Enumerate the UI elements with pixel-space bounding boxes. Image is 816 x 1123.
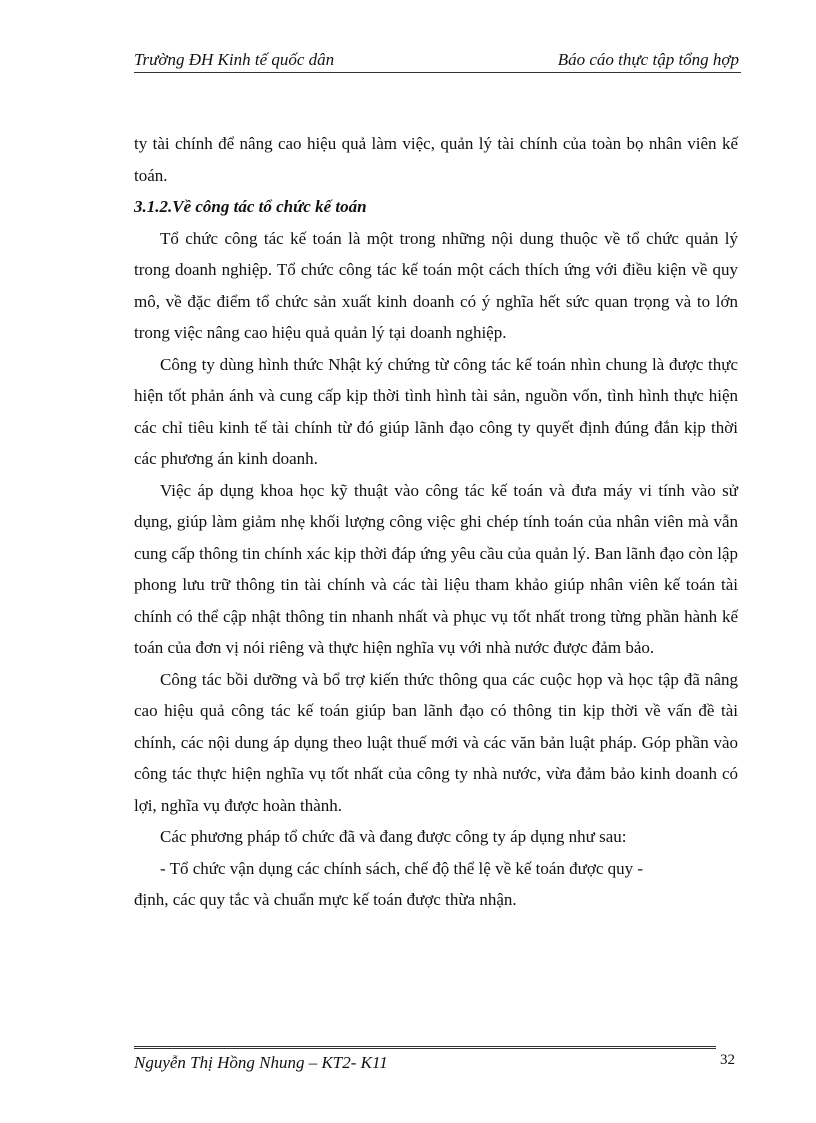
page-header [134,44,741,73]
header-university: Trường ĐH Kinh tế quốc dân [134,50,335,69]
page-body [134,128,738,916]
footer-author: Nguyễn Thị Hồng Nhung – KT2- K11 [134,1053,388,1072]
paragraph: Công tác bồi dưỡng và bổ trợ kiến thức thông qua các cuộc họp và học tập đã nâng cao hiệu quả công tác kế toán giúp ban lãnh đạo có thông tin kịp thời về vấn đề tài chính, các nội dung áp dụng theo luật thuế mới và các văn bản luật pháp. Góp phần vào công tác thực hiện nghĩa vụ tốt nhất của công ty nhà nước, vừa đảm bảo kinh doanh có lợi, nghĩa vụ được hoàn thành. [134,669,738,815]
bullet-item: - Tổ chức vận dụng các chính sách, chế độ thể lệ về kế toán được quy - [160,858,644,878]
section-heading: 3.1.2.Về công tác tổ chức kế toán [134,197,367,216]
footer-divider [134,1046,716,1049]
bullet-item-continuation: định, các quy tắc và chuẩn mực kế toán được thừa nhận. [134,890,517,909]
header-report-title: Báo cáo thực tập tổng hợp [557,50,739,69]
paragraph: Công ty dùng hình thức Nhật ký chứng từ công tác kế toán nhìn chung là được thực hiện tốt phản ánh và cung cấp kịp thời tình hình tài sản, nguồn vốn, tình hình thực hiện các chỉ tiêu kinh tế tài chính từ đó giúp lãnh đạo công ty quyết định đúng đắn kịp thời các phương án kinh doanh. [134,354,738,468]
paragraph-continuation: ty tài chính để nâng cao hiệu quả làm việc, quản lý tài chính của toàn bọ nhân viên kế toán. [134,134,738,185]
paragraph: Các phương pháp tổ chức đã và đang được công ty áp dụng như sau: [160,827,627,846]
paragraph: Việc áp dụng khoa học kỹ thuật vào công tác kế toán và đưa máy vi tính vào sử dụng, giúp làm giảm nhẹ khối lượng công việc ghi chép tính toán của nhân viên mà vẫn cung cấp thông tin chính xác kịp thời đáp ứng yêu cầu của quản lý. Ban lãnh đạo còn lập phong lưu trữ thông tin tài chính và các tài liệu tham khảo giúp nhân viên kế toán tài chính có thể cập nhật thông tin nhanh nhất và phục vụ tốt nhất trong từng phần hành kế toán của đơn vị nói riêng và thực hiện nghĩa vụ với nhà nước được đảm bảo. [134,480,738,657]
page-number: 32 [720,1052,735,1068]
paragraph: Tổ chức công tác kế toán là một trong những nội dung thuộc về tổ chức quản lý trong doanh nghiệp. Tổ chức công tác kế toán một cách thích ứng với điều kiện về quy mô, về đặc điểm tổ chức sản xuất kinh doanh có ý nghĩa hết sức quan trọng và to lớn trong việc nâng cao hiệu quả quản lý tại doanh nghiệp. [134,228,738,342]
